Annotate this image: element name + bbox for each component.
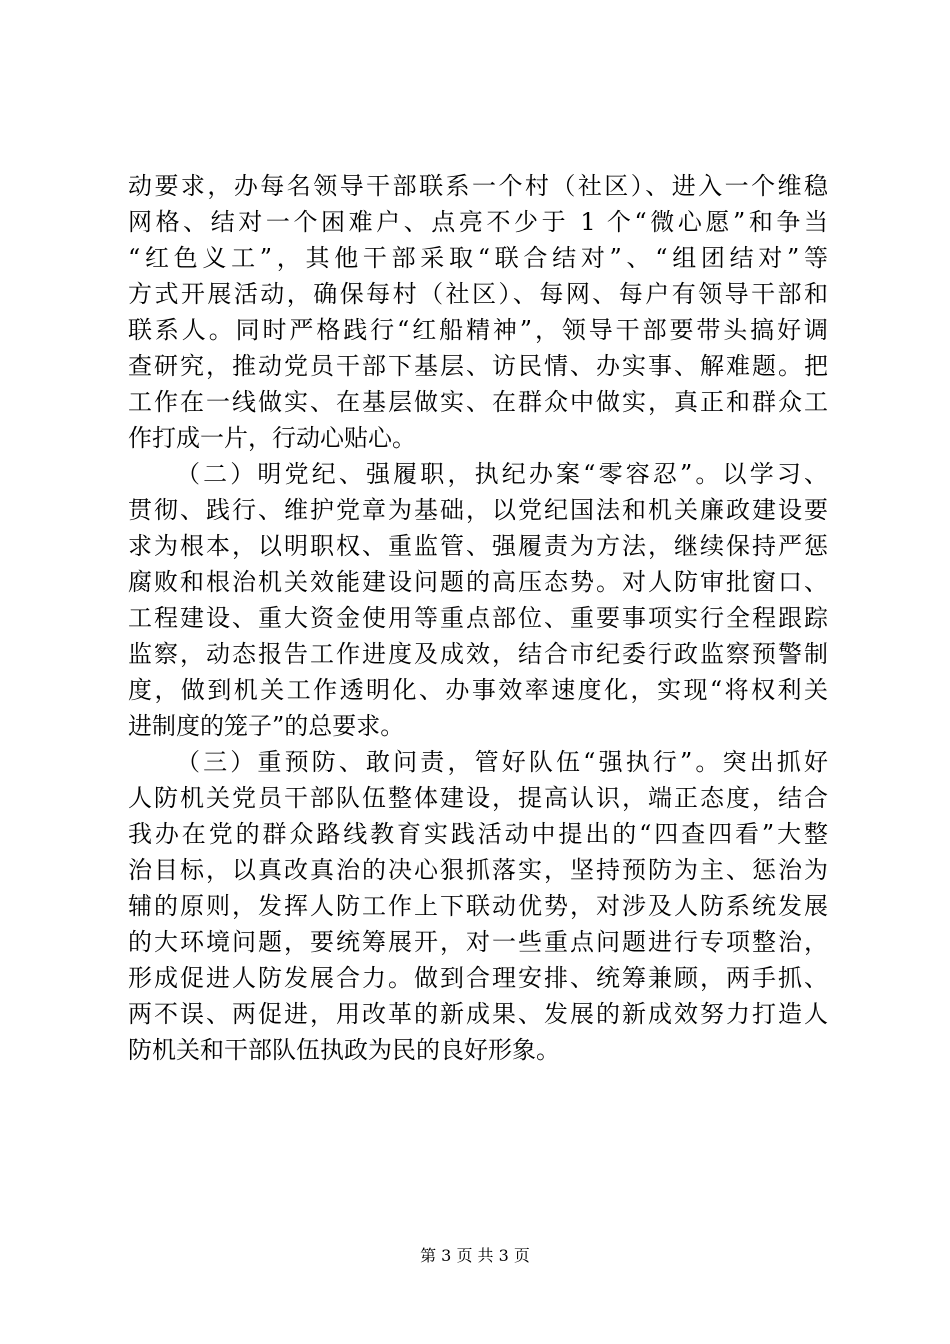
paragraph-line: 方式开展活动，确保每村（社区）、每网、每户有领导干部和 — [128, 280, 828, 308]
paragraph-line: 作打成一片，行动心贴心。 — [128, 424, 416, 452]
paragraph-line: 治目标，以真改真治的决心狠抓落实，坚持预防为主、惩治为 — [128, 856, 828, 884]
paragraph-line: 动要求，办每名领导干部联系一个村（社区）、进入一个维稳 — [128, 172, 828, 200]
paragraph-line: 度，做到机关工作透明化、办事效率速度化，实现“将权利关 — [128, 676, 828, 704]
document-body — [128, 168, 828, 1068]
paragraph-line: 监察，动态报告工作进度及成效，结合市纪委行政监察预警制 — [128, 640, 828, 668]
section-heading-line: （三）重预防、敢问责，管好队伍“强执行”。突出抓好 — [176, 748, 828, 776]
section-heading-line: （二）明党纪、强履职，执纪办案“零容忍”。以学习、 — [176, 460, 828, 488]
paragraph-line: 贯彻、践行、维护党章为基础，以党纪国法和机关廉政建设要 — [128, 496, 828, 524]
paragraph-line: 进制度的笼子”的总要求。 — [128, 712, 405, 740]
paragraph-line: 求为根本，以明职权、重监管、强履责为方法，继续保持严惩 — [128, 532, 828, 560]
paragraph-line: 工程建设、重大资金使用等重点部位、重要事项实行全程跟踪 — [128, 604, 828, 632]
paragraph-line: 形成促进人防发展合力。做到合理安排、统筹兼顾，两手抓、 — [128, 964, 828, 992]
paragraph-line: 的大环境问题，要统筹展开，对一些重点问题进行专项整治， — [128, 928, 828, 956]
paragraph-line: 腐败和根治机关效能建设问题的高压态势。对人防审批窗口、 — [128, 568, 828, 596]
paragraph-line: 两不误、两促进，用改革的新成果、发展的新成效努力打造人 — [128, 1000, 828, 1028]
page-footer — [0, 1246, 950, 1266]
paragraph-line: 查研究，推动党员干部下基层、访民情、办实事、解难题。把 — [128, 352, 828, 380]
paragraph-line: “红色义工”，其他干部采取“联合结对”、“组团结对”等 — [128, 244, 828, 272]
paragraph-line: 防机关和干部队伍执政为民的良好形象。 — [128, 1036, 560, 1064]
paragraph-line: 我办在党的群众路线教育实践活动中提出的“四查四看”大整 — [128, 820, 828, 848]
paragraph-line: 人防机关党员干部队伍整体建设，提高认识，端正态度，结合 — [128, 784, 828, 812]
page-number-label: 第 3 页 共 3 页 — [420, 1246, 530, 1265]
paragraph-line: 联系人。同时严格践行“红船精神”，领导干部要带头搞好调 — [128, 316, 828, 344]
paragraph-line: 工作在一线做实、在基层做实、在群众中做实，真正和群众工 — [128, 388, 828, 416]
paragraph-line: 网格、结对一个困难户、点亮不少于 1 个“微心愿”和争当 — [128, 208, 828, 236]
paragraph-line: 辅的原则，发挥人防工作上下联动优势，对涉及人防系统发展 — [128, 892, 828, 920]
